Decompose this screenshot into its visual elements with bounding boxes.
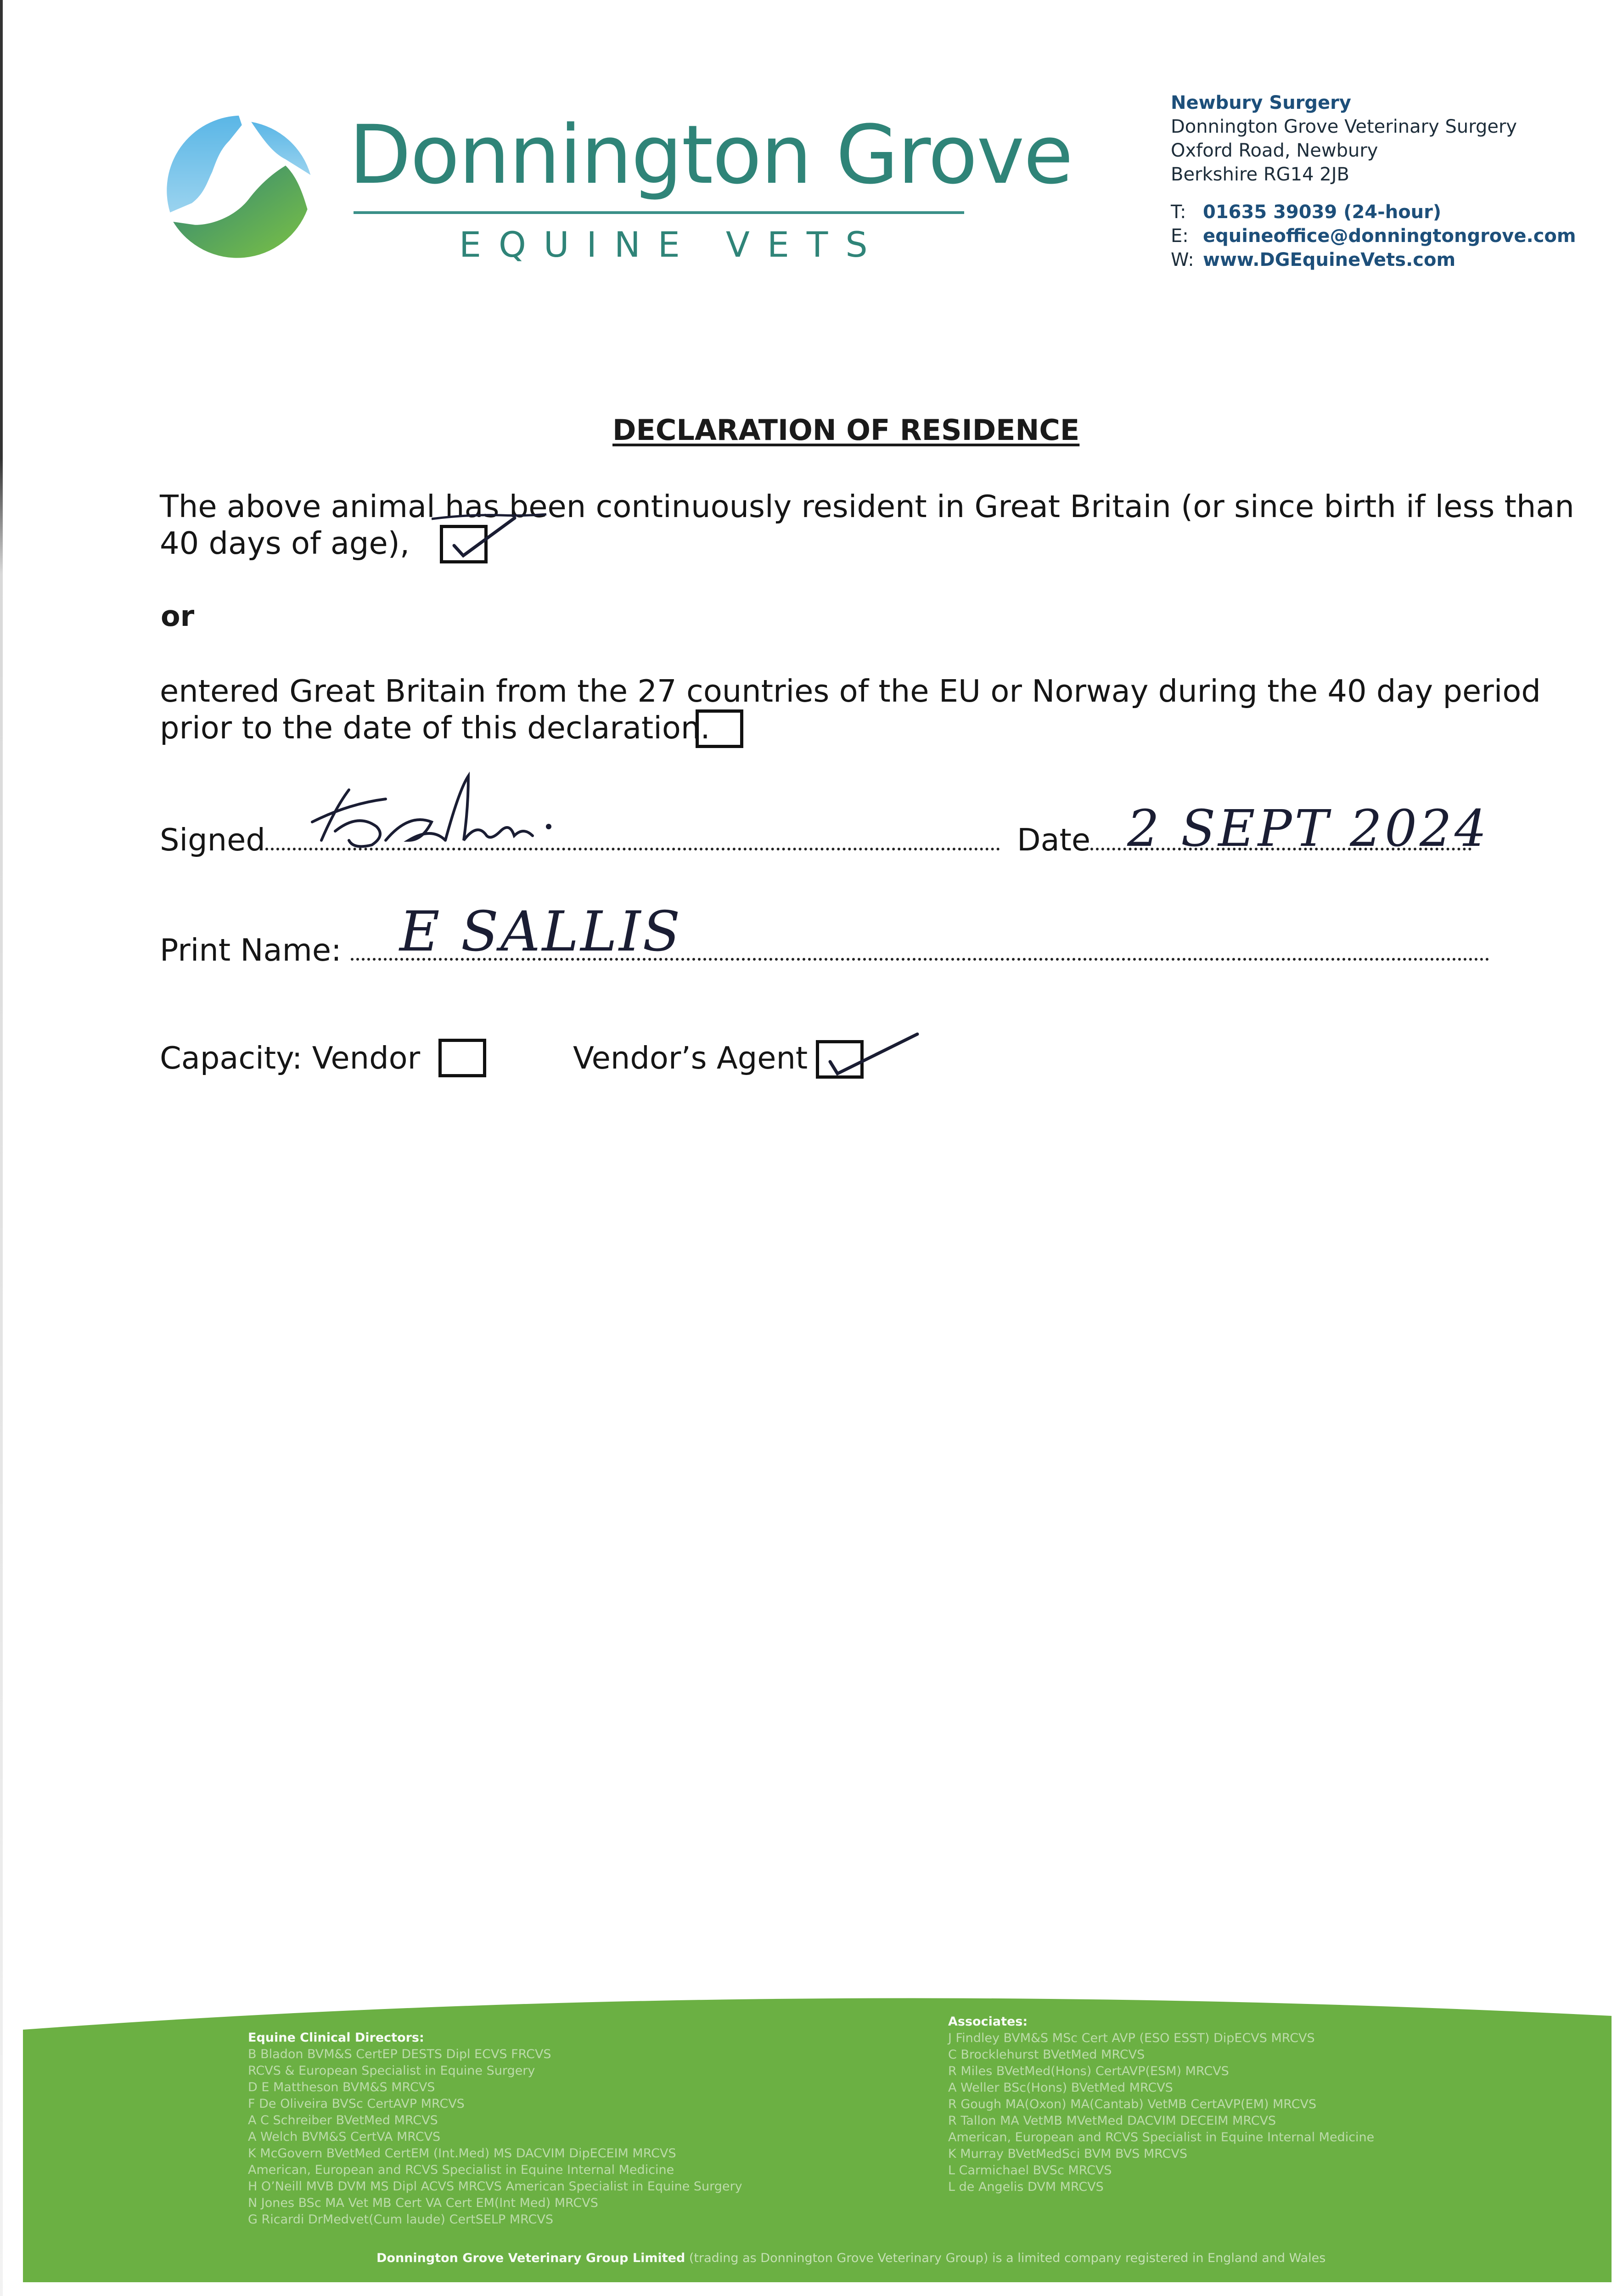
associate-line: L Carmichael BVSc MRCVS [948,2163,1112,2178]
associate-line: J Findley BVM&S MSc Cert AVP (ESO ESST) DipECVS MRCVS [948,2031,1315,2045]
option2-text [160,673,1541,746]
address-line3: Berkshire RG14 2JB [1171,164,1349,185]
associate-line: C Brocklehurst BVetMed MRCVS [948,2048,1145,2062]
director-line: B Bladon BVM&S CertEP DESTS Dipl ECVS FRCVS [248,2047,551,2061]
directors-heading: Equine Clinical Directors: [248,2031,424,2045]
vendor-agent-label: Vendor’s Agent [573,1040,808,1076]
associate-line: R Gough MA(Oxon) MA(Cantab) VetMB CertAVP(EM) MRCVS [948,2097,1317,2111]
option2-line1: entered Great Britain from the 27 countries of the EU or Norway during the 40 day period [160,673,1541,709]
associate-line: L de Angelis DVM MRCVS [948,2180,1104,2194]
signature [294,771,578,863]
brand-divider [354,211,964,214]
scribble-mark [432,505,551,523]
date-value[interactable]: 2 SEPT 2024 [1127,799,1489,858]
signed-row [160,822,1000,858]
company-note: (trading as Donnington Grove Veterinary Group) is a limited company registered in England and Wales [689,2251,1326,2265]
director-line: American, European and RCVS Specialist in Equine Internal Medicine [248,2163,674,2177]
print-name-row [160,932,1489,968]
email-label: E: [1171,225,1189,247]
brand-subtitle: EQUINE VETS [459,224,885,265]
director-line: A C Schreiber BVetMed MRCVS [248,2113,438,2127]
phone-value: 01635 39039 (24-hour) [1203,202,1442,223]
address-block [1171,91,1517,186]
option1-text [160,488,1574,562]
signed-label: Signed [160,822,265,858]
brand-name: Donnington Grove [349,108,1073,202]
footer-banner [0,1965,1623,2296]
email-link[interactable]: equineoffice@donningtongrove.com [1203,225,1576,247]
or-separator: or [161,599,195,633]
director-line: A Welch BVM&S CertVA MRCVS [248,2130,441,2144]
director-line: D E Mattheson BVM&S MRCVS [248,2080,435,2094]
scan-edge [0,0,3,2296]
surgery-name: Newbury Surgery [1171,92,1351,113]
checkmark-icon [821,1030,927,1080]
director-line: K McGovern BVetMed CertEM (Int.Med) MS DACVIM DipECEIM MRCVS [248,2146,676,2161]
option1-line2: 40 days of age), [160,525,410,561]
print-name-value[interactable]: E SALLIS [399,900,682,964]
address-line2: Oxford Road, Newbury [1171,140,1378,161]
directors-block [248,2030,742,2228]
associate-line: K Murray BVetMedSci BVM BVS MRCVS [948,2147,1188,2161]
print-name-label: Print Name: [160,932,342,968]
associate-line: A Weller BSc(Hons) BVetMed MRCVS [948,2081,1173,2095]
director-line: F De Oliveira BVSc CertAVP MRCVS [248,2097,465,2111]
vendor-agent-checkbox[interactable] [816,1040,864,1079]
associates-block [948,2014,1374,2195]
capacity-vendor-label: Capacity: Vendor [160,1040,421,1076]
associates-heading: Associates: [948,2015,1028,2029]
contact-block [1171,200,1576,272]
option2-line2: prior to the date of this declaration. [160,710,710,746]
company-name: Donnington Grove Veterinary Group Limited [376,2251,685,2265]
director-line: RCVS & European Specialist in Equine Surgery [248,2064,535,2078]
director-line: H O’Neill MVB DVM MS Dipl ACVS MRCVS American Specialist in Equine Surgery [248,2179,742,2194]
horse-logo-icon [161,113,317,269]
address-line1: Donnington Grove Veterinary Surgery [1171,116,1517,137]
web-link[interactable]: www.DGEquineVets.com [1203,249,1456,270]
web-label: W: [1171,249,1194,270]
associate-line: R Tallon MA VetMB MVetMed DACVIM DECEIM MRCVS [948,2114,1276,2128]
phone-label: T: [1171,202,1186,223]
option2-checkbox[interactable] [696,709,743,748]
option1-checkbox[interactable] [440,525,488,563]
associate-line: R Miles BVetMed(Hons) CertAVP(ESM) MRCVS [948,2064,1229,2078]
option1-line1: The above animal has been continuously resident in Great Britain (or since birth if less than [160,489,1574,524]
director-line: G Ricardi DrMedvet(Cum laude) CertSELP MRCVS [248,2212,553,2227]
associate-line: American, European and RCVS Specialist in Equine Internal Medicine [948,2130,1375,2144]
declaration-title: DECLARATION OF RESIDENCE [612,413,1080,447]
date-label: Date [1017,822,1091,858]
director-line: N Jones BSc MA Vet MB Cert VA Cert EM(Int Med) MRCVS [248,2196,598,2210]
company-line [376,2251,1325,2265]
vendor-checkbox[interactable] [438,1039,486,1077]
